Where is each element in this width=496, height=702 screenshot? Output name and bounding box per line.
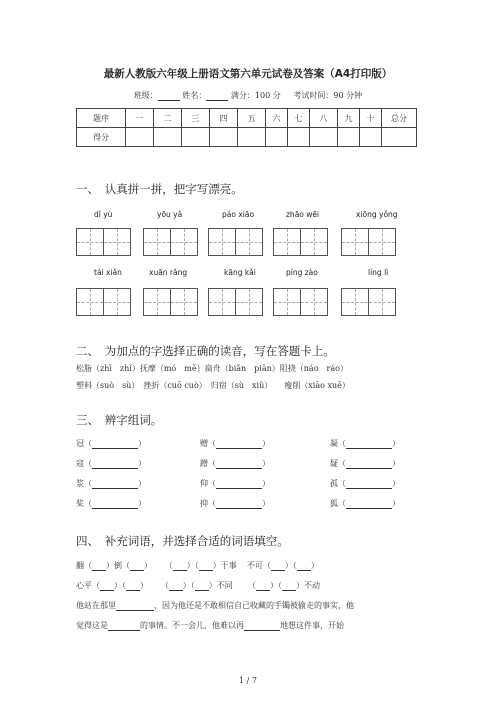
word-item: 狐（ ）	[330, 499, 400, 508]
word-item: 冠（ ）	[76, 439, 146, 448]
score-header-cell: 三	[182, 109, 210, 128]
score-header-cell: 六	[266, 109, 288, 128]
score-header-cell: 五	[238, 109, 266, 128]
pinyin-label: kāng kǎi	[224, 268, 256, 277]
score-cell	[288, 128, 310, 147]
score-header-cell: 四	[210, 109, 238, 128]
fill-paragraph-line-1: 他站在那里 ，因为他还是不敢相信自己收藏的手镯被偷走的事实，他	[76, 601, 354, 610]
idiom-line-1: 翻（ ）倒（ ） （ ）（ ）于事 不可（ ）（ ）	[76, 561, 319, 570]
writing-box-pair[interactable]	[341, 228, 395, 256]
score-cell	[238, 128, 266, 147]
word-item: 桨（ ）	[76, 499, 146, 508]
fill-paragraph-line-2: 觉得这是 的事情。不一会儿，他难以再 地想这件事，开始	[76, 621, 344, 630]
writing-box-pair[interactable]	[76, 288, 130, 316]
class-label: 班级：	[133, 91, 158, 100]
score-cell	[382, 128, 417, 147]
score-header-cell: 二	[154, 109, 182, 128]
score-cell	[154, 128, 182, 147]
score-cell	[266, 128, 288, 147]
full-score: 满分：100 分	[230, 91, 281, 100]
pinyin-label: xuān rǎng	[149, 268, 188, 277]
reading-line: 松脂（zhī zhǐ）抚摩（mó mē）扁舟（biǎn piān）阻挠（náo ráo）	[76, 364, 348, 373]
writing-box-pair[interactable]	[76, 228, 130, 256]
exam-info-line	[0, 90, 496, 101]
idiom-line-2: 心平（ ）（ ） （ ）（ ）不同 （ ）（ ）不动	[76, 581, 320, 590]
word-item: 孤（ ）	[330, 479, 400, 488]
pinyin-label: dǐ yù	[94, 210, 113, 219]
section4-heading: 四、 补充词语，并选择合适的词语填空。	[76, 534, 289, 548]
writing-box-pair[interactable]	[273, 288, 327, 316]
pinyin-label: líng lì	[368, 268, 389, 277]
word-item: 疑（ ）	[330, 459, 400, 468]
document-title: 最新人教版六年级上册语文第六单元试卷及答案（A4打印版）	[103, 68, 393, 80]
word-item: 抑（ ）	[200, 499, 270, 508]
writing-box-pair[interactable]	[341, 288, 395, 316]
section1-heading: 一、 认真拼一拼，把字写漂亮。	[76, 182, 243, 196]
word-item: 寇（ ）	[76, 459, 146, 468]
pinyin-label: tái xiǎn	[94, 268, 122, 277]
score-cell	[182, 128, 210, 147]
score-header-cell: 十	[360, 109, 382, 128]
pinyin-label: zhāo wēi	[286, 210, 320, 219]
pinyin-label: xiōng yǒng	[356, 210, 398, 219]
pinyin-label: yōu yǎ	[157, 210, 183, 219]
writing-box-pair[interactable]	[208, 228, 262, 256]
pinyin-label: páo xiāo	[222, 210, 255, 219]
score-row-label: 得分	[77, 128, 126, 147]
score-cell	[360, 128, 382, 147]
word-item: 赠（ ）	[200, 439, 270, 448]
section3-heading: 三、 辨字组词。	[76, 413, 163, 427]
score-table-score-row	[77, 128, 417, 147]
writing-box-pair[interactable]	[208, 288, 262, 316]
word-item: 浆（ ）	[76, 479, 146, 488]
exam-time: 考试时间：90 分钟	[293, 91, 363, 100]
score-cell	[310, 128, 338, 147]
score-table-header-row	[77, 109, 417, 128]
score-table	[76, 108, 417, 147]
writing-box-pair[interactable]	[143, 228, 197, 256]
word-item: 蹭（ ）	[200, 459, 270, 468]
class-blank	[158, 92, 180, 101]
score-header-cell: 总分	[382, 109, 417, 128]
page-number: 1 / 7	[239, 676, 257, 685]
score-cell	[126, 128, 154, 147]
pinyin-label: píng zào	[286, 268, 318, 277]
score-header-cell: 九	[338, 109, 360, 128]
name-label: 姓名：	[182, 91, 207, 100]
writing-box-pair[interactable]	[273, 228, 327, 256]
score-cell	[338, 128, 360, 147]
word-item: 仰（ ）	[200, 479, 270, 488]
score-header-cell: 八	[310, 109, 338, 128]
score-header-cell: 七	[288, 109, 310, 128]
word-item: 凝（ ）	[330, 439, 400, 448]
score-cell	[210, 128, 238, 147]
writing-box-pair[interactable]	[143, 288, 197, 316]
score-header-cell: 题序	[77, 109, 126, 128]
score-header-cell: 一	[126, 109, 154, 128]
name-blank	[206, 92, 228, 101]
section2-heading: 二、 为加点的字选择正确的读音，写在答题卡上。	[76, 344, 335, 358]
reading-line: 塑料（suò sù） 挫折（cuō cuò） 归宿（sù xiǔ） 瘦削（xiāo xuē）	[76, 381, 350, 390]
